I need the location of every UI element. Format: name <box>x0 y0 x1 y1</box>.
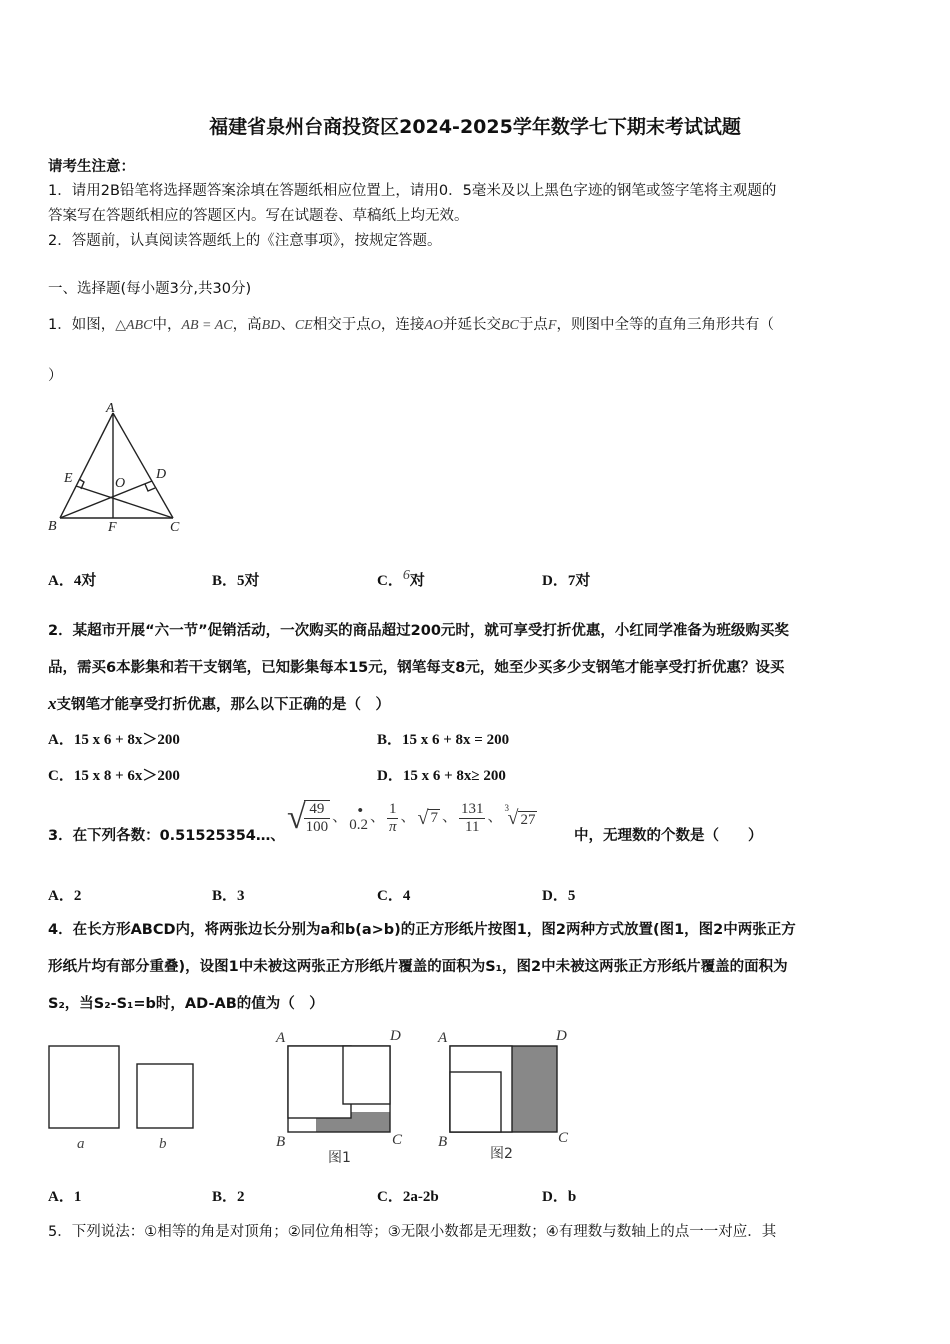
q1-option-c-suffix: 对 <box>409 573 425 589</box>
q1-option-c-label: C． <box>377 573 403 589</box>
label-a: a <box>77 1136 85 1152</box>
question-2-line-3 <box>48 693 390 714</box>
sqrt-icon: √ <box>507 806 519 829</box>
sqrt-icon: √ <box>417 806 429 829</box>
q3-option-d[interactable]: D．5 <box>542 888 576 904</box>
q2-variable: x <box>48 694 57 713</box>
q3-sqrt7: 7 <box>430 810 438 826</box>
q4-figure-2 <box>434 1022 584 1170</box>
q1-option-b[interactable]: B．5对 <box>212 573 260 589</box>
q3-cbrt-val: 27 <box>520 811 536 828</box>
q1-math: CE <box>294 318 313 333</box>
q1-part: 1．如图， <box>48 317 116 333</box>
page-title: 福建省泉州台商投资区2024-2025学年数学七下期末考试试题 <box>209 116 741 138</box>
q1-math: BC <box>501 318 519 333</box>
q1-option-a[interactable]: A．4对 <box>48 573 97 589</box>
q1-part: 并延长交 <box>443 317 501 333</box>
q1-part: ，连接 <box>380 317 425 333</box>
question-2-line-2: 品，需买6本影集和若干支钢笔，已知影集每本15元，钢笔每支8元，她至少买多少支钢笔才能享受打折优惠？设买 <box>48 660 785 676</box>
q3-cbrt-index: 3 <box>504 802 509 813</box>
q3-frac2-num: 131 <box>460 800 484 817</box>
q2-option-d[interactable]: D．15 x 6 + 8x≥ 200 <box>377 768 506 784</box>
q3-fraction-131 <box>459 801 486 836</box>
q3-sep: 、 <box>400 809 416 826</box>
question-4-line-1: 4．在长方形ABCD内，将两张边长分别为a和b(a>b)的正方形纸片按图1，图2两种方式放置(图1，图2中两张正方 <box>48 922 796 938</box>
side-ab <box>60 413 113 518</box>
label-b: B <box>48 519 57 534</box>
square-b <box>137 1064 193 1128</box>
question-1-line-2: ） <box>48 368 63 384</box>
q3-fraction-pi <box>387 801 399 836</box>
figure-1-caption: 图1 <box>328 1150 351 1166</box>
q2-option-a[interactable]: A．15 x 6 + 8x＞200 <box>48 732 180 748</box>
q1-math: BD <box>261 318 281 333</box>
q3-option-a[interactable]: A．2 <box>48 888 82 904</box>
q3-option-c[interactable]: C．4 <box>377 888 411 904</box>
q3-sep: 、 <box>332 809 348 826</box>
question-4-line-3: S₂，当S₂-S₁=b时，AD-AB的值为（ ） <box>48 996 324 1012</box>
q1-option-c[interactable] <box>377 569 425 590</box>
notice-heading: 请考生注意： <box>48 159 135 175</box>
q1-math: △ABC <box>115 318 153 333</box>
question-3-tail: 中，无理数的个数是（ ） <box>574 828 763 844</box>
label-c: C <box>170 520 180 535</box>
q4-figure-1 <box>272 1022 412 1170</box>
label-f: F <box>108 520 117 535</box>
q4-squares-figure <box>40 1038 210 1156</box>
q1-option-c-math: 6 <box>402 568 410 583</box>
label-a: A <box>106 401 115 416</box>
q3-sqrt-fraction <box>304 800 331 836</box>
label-a-vertex: A <box>276 1030 286 1046</box>
q1-math: O <box>370 318 381 333</box>
q4-option-c[interactable]: C．2a-2b <box>377 1189 439 1205</box>
q2-option-b[interactable]: B．15 x 6 + 8x = 200 <box>377 732 510 748</box>
q1-math: AO <box>424 318 443 333</box>
q3-option-b[interactable]: B．3 <box>212 888 245 904</box>
label-d-vertex: D <box>556 1028 567 1044</box>
repeat-dot-icon: • <box>357 802 363 819</box>
label-e: E <box>64 471 73 486</box>
notice-line-3: 2．答题前，认真阅读答题纸上的《注意事项》，按规定答题。 <box>48 233 442 249</box>
square-a <box>49 1046 119 1128</box>
question-3-lead: 3．在下列各数：0.51525354…、 <box>48 828 285 844</box>
q3-sep: 、 <box>487 809 503 826</box>
square-b-placed <box>288 1046 351 1118</box>
q3-expressions <box>287 800 537 836</box>
q2-line-3-text: 支钢笔才能享受打折优惠，那么以下正确的是（ ） <box>56 697 390 713</box>
q3-frac-num: 1 <box>387 801 399 819</box>
label-o: O <box>115 476 126 491</box>
question-2-line-1: 2．某超市开展“六一节”促销活动，一次购买的商品超过200元时，就可享受打折优惠，小红同学准备为班级购买奖 <box>48 623 789 639</box>
label-b: b <box>159 1136 167 1152</box>
q1-part: 、 <box>280 317 295 333</box>
q1-math: AB = AC <box>181 318 233 333</box>
square-a-placed <box>343 1046 390 1104</box>
q3-sqrt-den: 100 <box>305 819 329 835</box>
sqrt-icon: √ <box>287 799 306 836</box>
q1-part: ，高 <box>232 317 262 333</box>
question-1-text <box>48 313 774 334</box>
label-d: D <box>156 467 167 482</box>
label-c-vertex: C <box>558 1130 569 1146</box>
question-4-line-2: 形纸片均有部分重叠)，设图1中未被这两张正方形纸片覆盖的面积为S₁，图2中未被这两张正方形纸片覆盖的面积为 <box>48 959 788 975</box>
q1-option-d[interactable]: D．7对 <box>542 573 591 589</box>
q3-repeating-decimal <box>349 803 368 834</box>
section-heading: 一、选择题(每小题3分,共30分) <box>48 281 252 297</box>
q1-part: 相交于点 <box>312 317 371 333</box>
question-5-line-1: 5．下列说法：①相等的角是对顶角；②同位角相等；③无限小数都是无理数；④有理数与数轴上的点一一对应．其 <box>48 1224 777 1240</box>
q3-sep: 、 <box>369 809 385 826</box>
q3-sqrt-num: 49 <box>304 801 331 819</box>
q3-frac-den: π <box>388 818 397 835</box>
label-a-vertex: A <box>438 1030 448 1046</box>
q3-dot-num: 0.2 <box>349 816 368 833</box>
q1-part: ，则图中全等的直角三角形共有（ <box>556 317 774 333</box>
q1-part: 于点 <box>518 317 548 333</box>
label-d-vertex: D <box>390 1028 401 1044</box>
figure-2-caption: 图2 <box>490 1146 513 1162</box>
q3-frac2-den: 11 <box>465 818 480 835</box>
label-c-vertex: C <box>392 1132 403 1148</box>
q1-math: F <box>547 318 557 333</box>
label-b-vertex: B <box>276 1134 286 1150</box>
q3-cube-root <box>504 802 538 830</box>
altitude-bd <box>60 481 152 518</box>
q4-option-a[interactable]: A．1 <box>48 1189 82 1205</box>
q1-triangle-figure <box>40 398 190 538</box>
q2-option-c[interactable]: C．15 x 8 + 6x＞200 <box>48 768 180 784</box>
label-b-vertex: B <box>438 1134 448 1150</box>
notice-line-1: 1．请用2B铅笔将选择题答案涂填在答题纸相应位置上，请用0．5毫米及以上黑色字迹的钢笔或签字笔将主观题的 <box>48 183 777 199</box>
square-b-placed <box>450 1072 501 1132</box>
uncovered-region <box>512 1046 557 1132</box>
notice-line-2: 答案写在答题纸相应的答题区内。写在试题卷、草稿纸上均无效。 <box>48 208 469 224</box>
q1-part: 中， <box>152 317 182 333</box>
side-ac <box>113 413 173 518</box>
q4-option-d[interactable]: D．b <box>542 1189 577 1205</box>
q4-option-b[interactable]: B．2 <box>212 1189 245 1205</box>
q3-sep: 、 <box>441 809 457 826</box>
